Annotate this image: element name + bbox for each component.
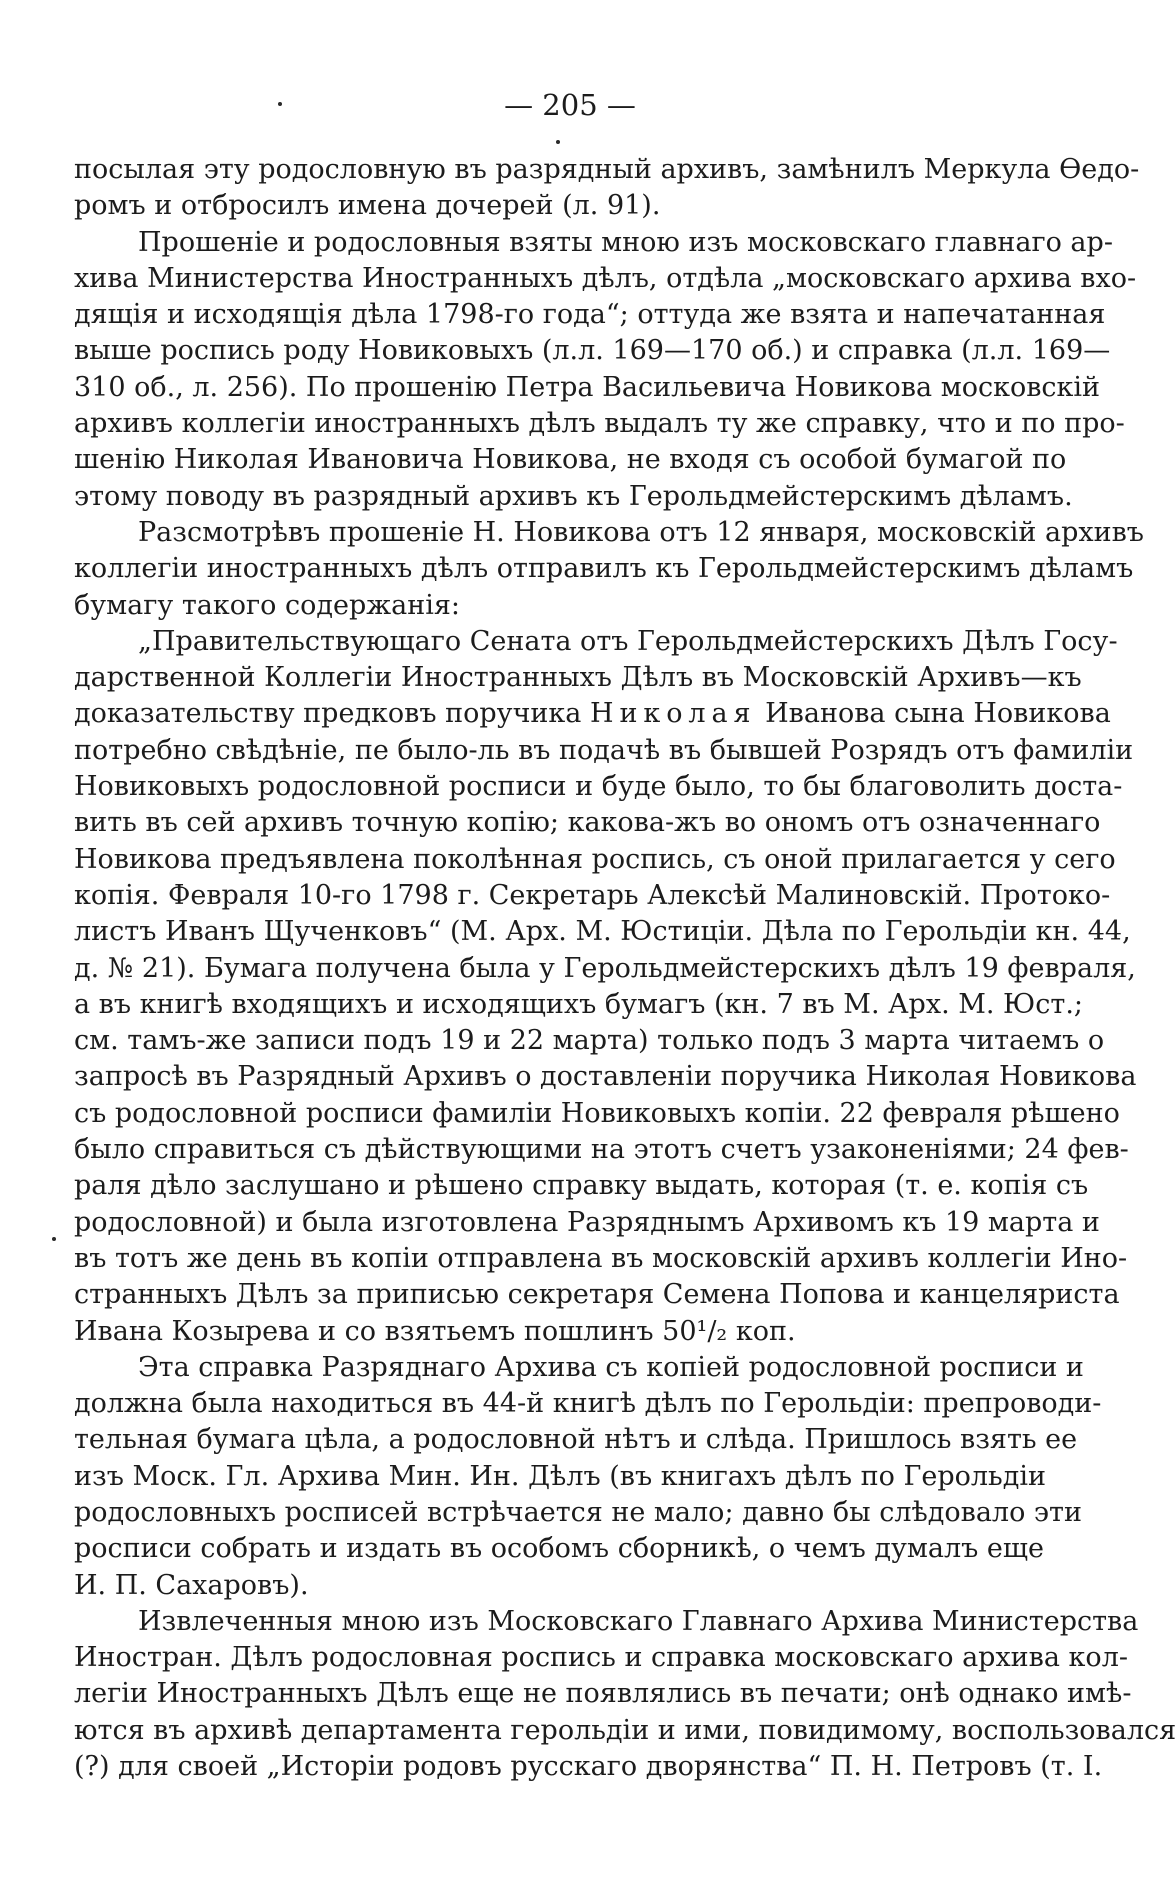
text-line: этому поводу въ разрядный архивъ къ Герольдмейстерскимъ дѣламъ.: [74, 480, 1073, 512]
text-line: вить въ сей архивъ точную копію; какова-жъ во ономъ отъ означеннаго: [74, 807, 1101, 839]
text-line: тельная бумага цѣла, а родословной нѣтъ и слѣда. Пришлось взять ее: [74, 1424, 1078, 1456]
print-speck: [52, 1237, 56, 1241]
text-line: Прошеніе и родословныя взяты мною изъ московскаго главнаго ар-: [138, 226, 1113, 258]
page-number: — 205 —: [504, 88, 636, 122]
text-line: Иностран. Дѣлъ родословная роспись и справка московскаго архива кол-: [74, 1642, 1128, 1674]
text-line: запросѣ въ Разрядный Архивъ о доставленіи поручика Николая Новикова: [74, 1061, 1137, 1093]
text-line: Новиковыхъ родословной росписи и буде было, то бы благоволить доста-: [74, 771, 1123, 803]
text-line: изъ Моск. Гл. Архива Мин. Ин. Дѣлъ (въ книгахъ дѣлъ по Герольдіи: [74, 1460, 1046, 1492]
text-line: потребно свѣдѣніе, пе было-ль въ подачѣ въ бывшей Розрядъ отъ фамиліи: [74, 734, 1134, 766]
text-line: росписи собрать и издать въ особомъ сборникѣ, о чемъ думалъ еще: [74, 1533, 1044, 1565]
text-line: листъ Иванъ Щученковъ“ (М. Арх. М. Юстиціи. Дѣла по Герольдіи кн. 44,: [74, 916, 1131, 948]
text-line: съ родословной росписи фамиліи Новиковыхъ копіи. 22 февраля рѣшено: [74, 1097, 1120, 1129]
print-speck: [278, 102, 282, 106]
text-line: должна была находиться въ 44-й книгѣ дѣлъ по Герольдіи: препроводи-: [74, 1388, 1102, 1420]
text-segment: доказательству предковъ поручика: [74, 698, 590, 730]
text-line: въ тотъ же день въ копіи отправлена въ московскій архивъ коллегіи Ино-: [74, 1242, 1128, 1274]
text-line: 310 об., л. 256). По прошенію Петра Васильевича Новикова московскій: [74, 371, 1101, 403]
text-line: д. № 21). Бумага получена была у Герольдмейстерскихъ дѣлъ 19 февраля,: [74, 952, 1136, 984]
text-line: Разсмотрѣвъ прошеніе Н. Новикова отъ 12 января, московскій архивъ: [138, 516, 1144, 548]
text-segment: Иванова сына Новикова: [756, 698, 1111, 730]
text-line: [74, 696, 1111, 732]
text-line: странныхъ Дѣлъ за приписью секретаря Семена Попова и канцеляриста: [74, 1279, 1120, 1311]
text-line: выше роспись роду Новиковыхъ (л.л. 169—170 об.) и справка (л.л. 169—: [74, 335, 1111, 367]
text-line: хива Министерства Иностранныхъ дѣлъ, отдѣла „московскаго архива вхо-: [74, 262, 1137, 294]
text-line: Ивана Козырева и со взятьемъ пошлинъ 50¹/₂ коп.: [74, 1315, 796, 1347]
text-line: шенію Николая Ивановича Новикова, не входя съ особой бумагой по: [74, 444, 1067, 476]
text-line: (?) для своей „Исторіи родовъ русскаго дворянства“ П. Н. Петровъ (т. I.: [74, 1751, 1103, 1783]
text-line: Эта справка Разряднаго Архива съ копіей родословной росписи и: [138, 1351, 1084, 1383]
text-line: Извлеченныя мною изъ Московскаго Главнаго Архива Министерства: [138, 1605, 1139, 1637]
text-line: „Правительствующаго Сената отъ Герольдмейстерскихъ Дѣлъ Госу-: [138, 625, 1118, 657]
text-line: легіи Иностранныхъ Дѣлъ еще не появлялись въ печати; онѣ однако имѣ-: [74, 1678, 1132, 1710]
text-line: было справиться съ дѣйствующими на этотъ счетъ узаконеніями; 24 фев-: [74, 1134, 1129, 1166]
text-line: копія. Февраля 10-го 1798 г. Секретарь Алексѣй Малиновскій. Протоко-: [74, 879, 1111, 911]
text-line: ются въ архивѣ департамента герольдіи и ими, повидимому, воспользовался: [74, 1714, 1176, 1746]
text-line: раля дѣло заслушано и рѣшено справку выдать, которая (т. е. копія съ: [74, 1170, 1089, 1202]
text-line: см. тамъ-же записи подъ 19 и 22 марта) только подъ 3 марта читаемъ о: [74, 1025, 1105, 1057]
spaced-name: Николая: [589, 698, 757, 730]
text-line: дящія и исходящія дѣла 1798-го года“; оттуда же взята и напечатанная: [74, 299, 1106, 331]
text-line: Новикова предъявлена поколѣнная роспись, съ оной прилагается у сего: [74, 843, 1116, 875]
text-line: родословной) и была изготовлена Разряднымъ Архивомъ къ 19 марта и: [74, 1206, 1100, 1238]
print-speck: [556, 140, 560, 144]
text-line: посылая эту родословную въ разрядный архивъ, замѣнилъ Меркула Ѳедо-: [74, 154, 1140, 185]
text-line: ромъ и отбросилъ имена дочерей (л. 91).: [74, 190, 661, 222]
text-line: а въ книгѣ входящихъ и исходящихъ бумагъ (кн. 7 въ М. Арх. М. Юст.;: [74, 988, 1084, 1020]
text-line: дарственной Коллегіи Иностранныхъ Дѣлъ въ Московскій Архивъ—къ: [74, 662, 1082, 694]
text-line: архивъ коллегіи иностранныхъ дѣлъ выдалъ ту же справку, что и по про-: [74, 408, 1125, 440]
text-line: родословныхъ росписей встрѣчается не мало; давно бы слѣдовало эти: [74, 1496, 1082, 1528]
body-text: [74, 152, 1176, 1785]
text-line: коллегіи иностранныхъ дѣлъ отправилъ къ Герольдмейстерскимъ дѣламъ: [74, 553, 1134, 585]
text-line: И. П. Сахаровъ).: [74, 1569, 309, 1601]
text-line: бумагу такого содержанія:: [74, 589, 460, 621]
